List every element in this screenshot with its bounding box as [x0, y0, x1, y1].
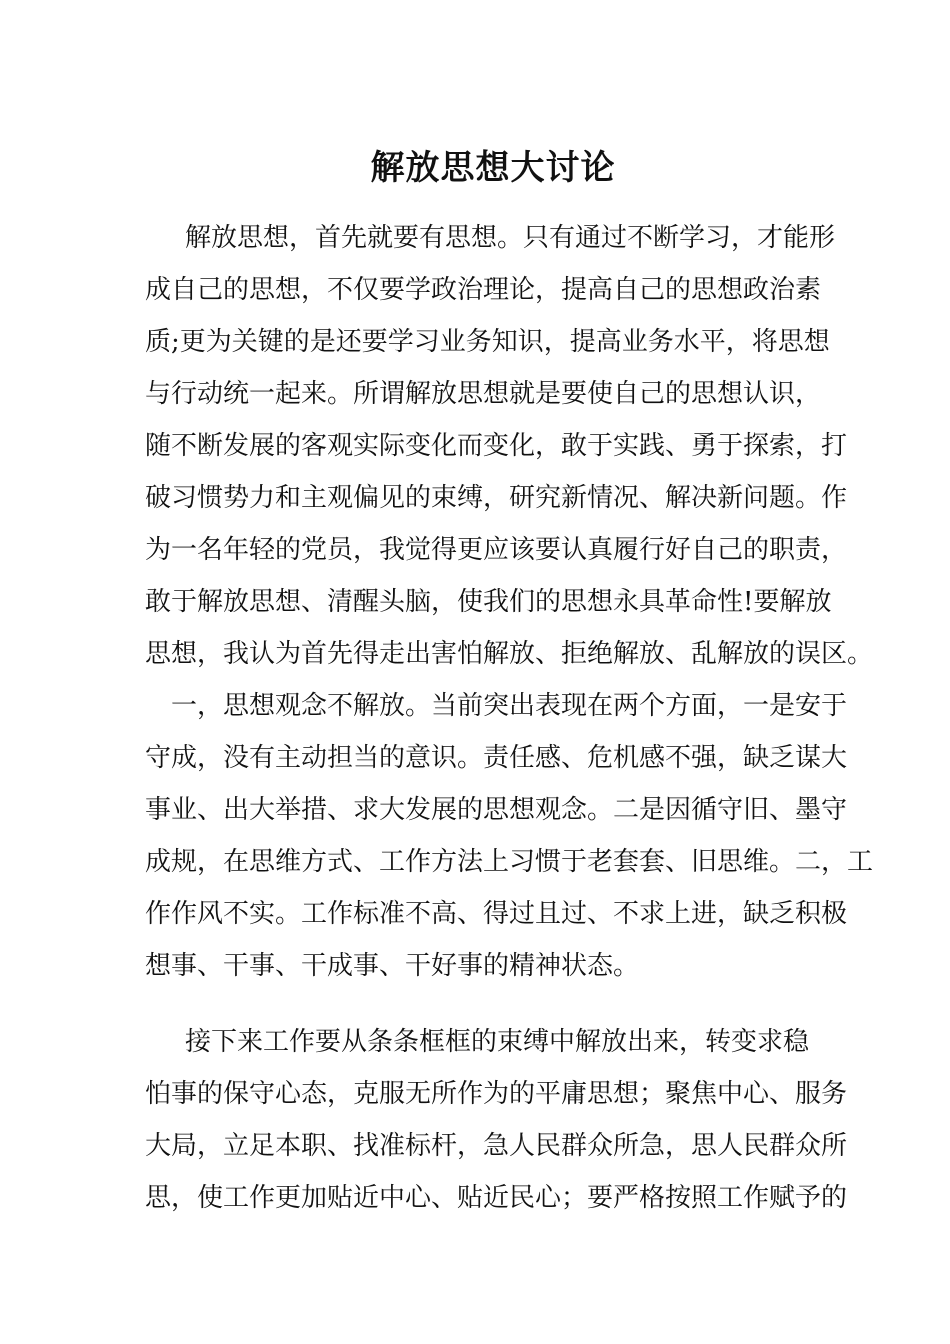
paragraph-line: 一，思想观念不解放。当前突出表现在两个方面，一是安于 [171, 691, 848, 721]
document-body [145, 212, 874, 1224]
paragraph-line: 成规，在思维方式、工作方法上习惯于老套套、旧思维。二，工 [145, 847, 874, 877]
paragraph-line: 作作风不实。工作标准不高、得过且过、不求上进，缺乏积极 [145, 899, 848, 929]
paragraph-line: 与行动统一起来。所谓解放思想就是要使自己的思想认识， [145, 379, 822, 409]
paragraph-line: 想事、干事、干成事、干好事的精神状态。 [145, 951, 640, 981]
paragraph-line: 守成，没有主动担当的意识。责任感、危机感不强，缺乏谋大 [145, 743, 848, 773]
paragraph-line: 接下来工作要从条条框框的束缚中解放出来，转变求稳 [159, 1027, 810, 1057]
paragraph-line: 为一名年轻的党员，我觉得更应该要认真履行好自己的职责， [145, 535, 848, 565]
paragraph-line: 质;更为关键的是还要学习业务知识，提高业务水平，将思想 [145, 327, 830, 357]
paragraph-line: 事业、出大举措、求大发展的思想观念。二是因循守旧、墨守 [145, 795, 848, 825]
paragraph-line: 敢于解放思想、清醒头脑，使我们的思想永具革命性!要解放 [145, 587, 832, 617]
paragraph-line: 怕事的保守心态，克服无所作为的平庸思想；聚焦中心、服务 [145, 1079, 848, 1109]
paragraph-line: 思，使工作更加贴近中心、贴近民心；要严格按照工作赋予的 [145, 1183, 848, 1213]
paragraph-line: 随不断发展的客观实际变化而变化，敢于实践、勇于探索，打 [145, 431, 848, 461]
paragraph-line: 思想，我认为首先得走出害怕解放、拒绝解放、乱解放的误区。 [145, 639, 874, 669]
paragraph-line: 成自己的思想，不仅要学政治理论，提高自己的思想政治素 [145, 275, 822, 305]
paragraph-line: 解放思想，首先就要有思想。只有通过不断学习，才能形 [159, 223, 836, 253]
paragraph-gap [145, 992, 825, 1016]
paragraph-line: 破习惯势力和主观偏见的束缚，研究新情况、解决新问题。作 [145, 483, 848, 513]
document-title: 解放思想大讨论 [370, 148, 616, 188]
paragraph-line: 大局，立足本职、找准标杆，急人民群众所急，思人民群众所 [145, 1131, 848, 1161]
